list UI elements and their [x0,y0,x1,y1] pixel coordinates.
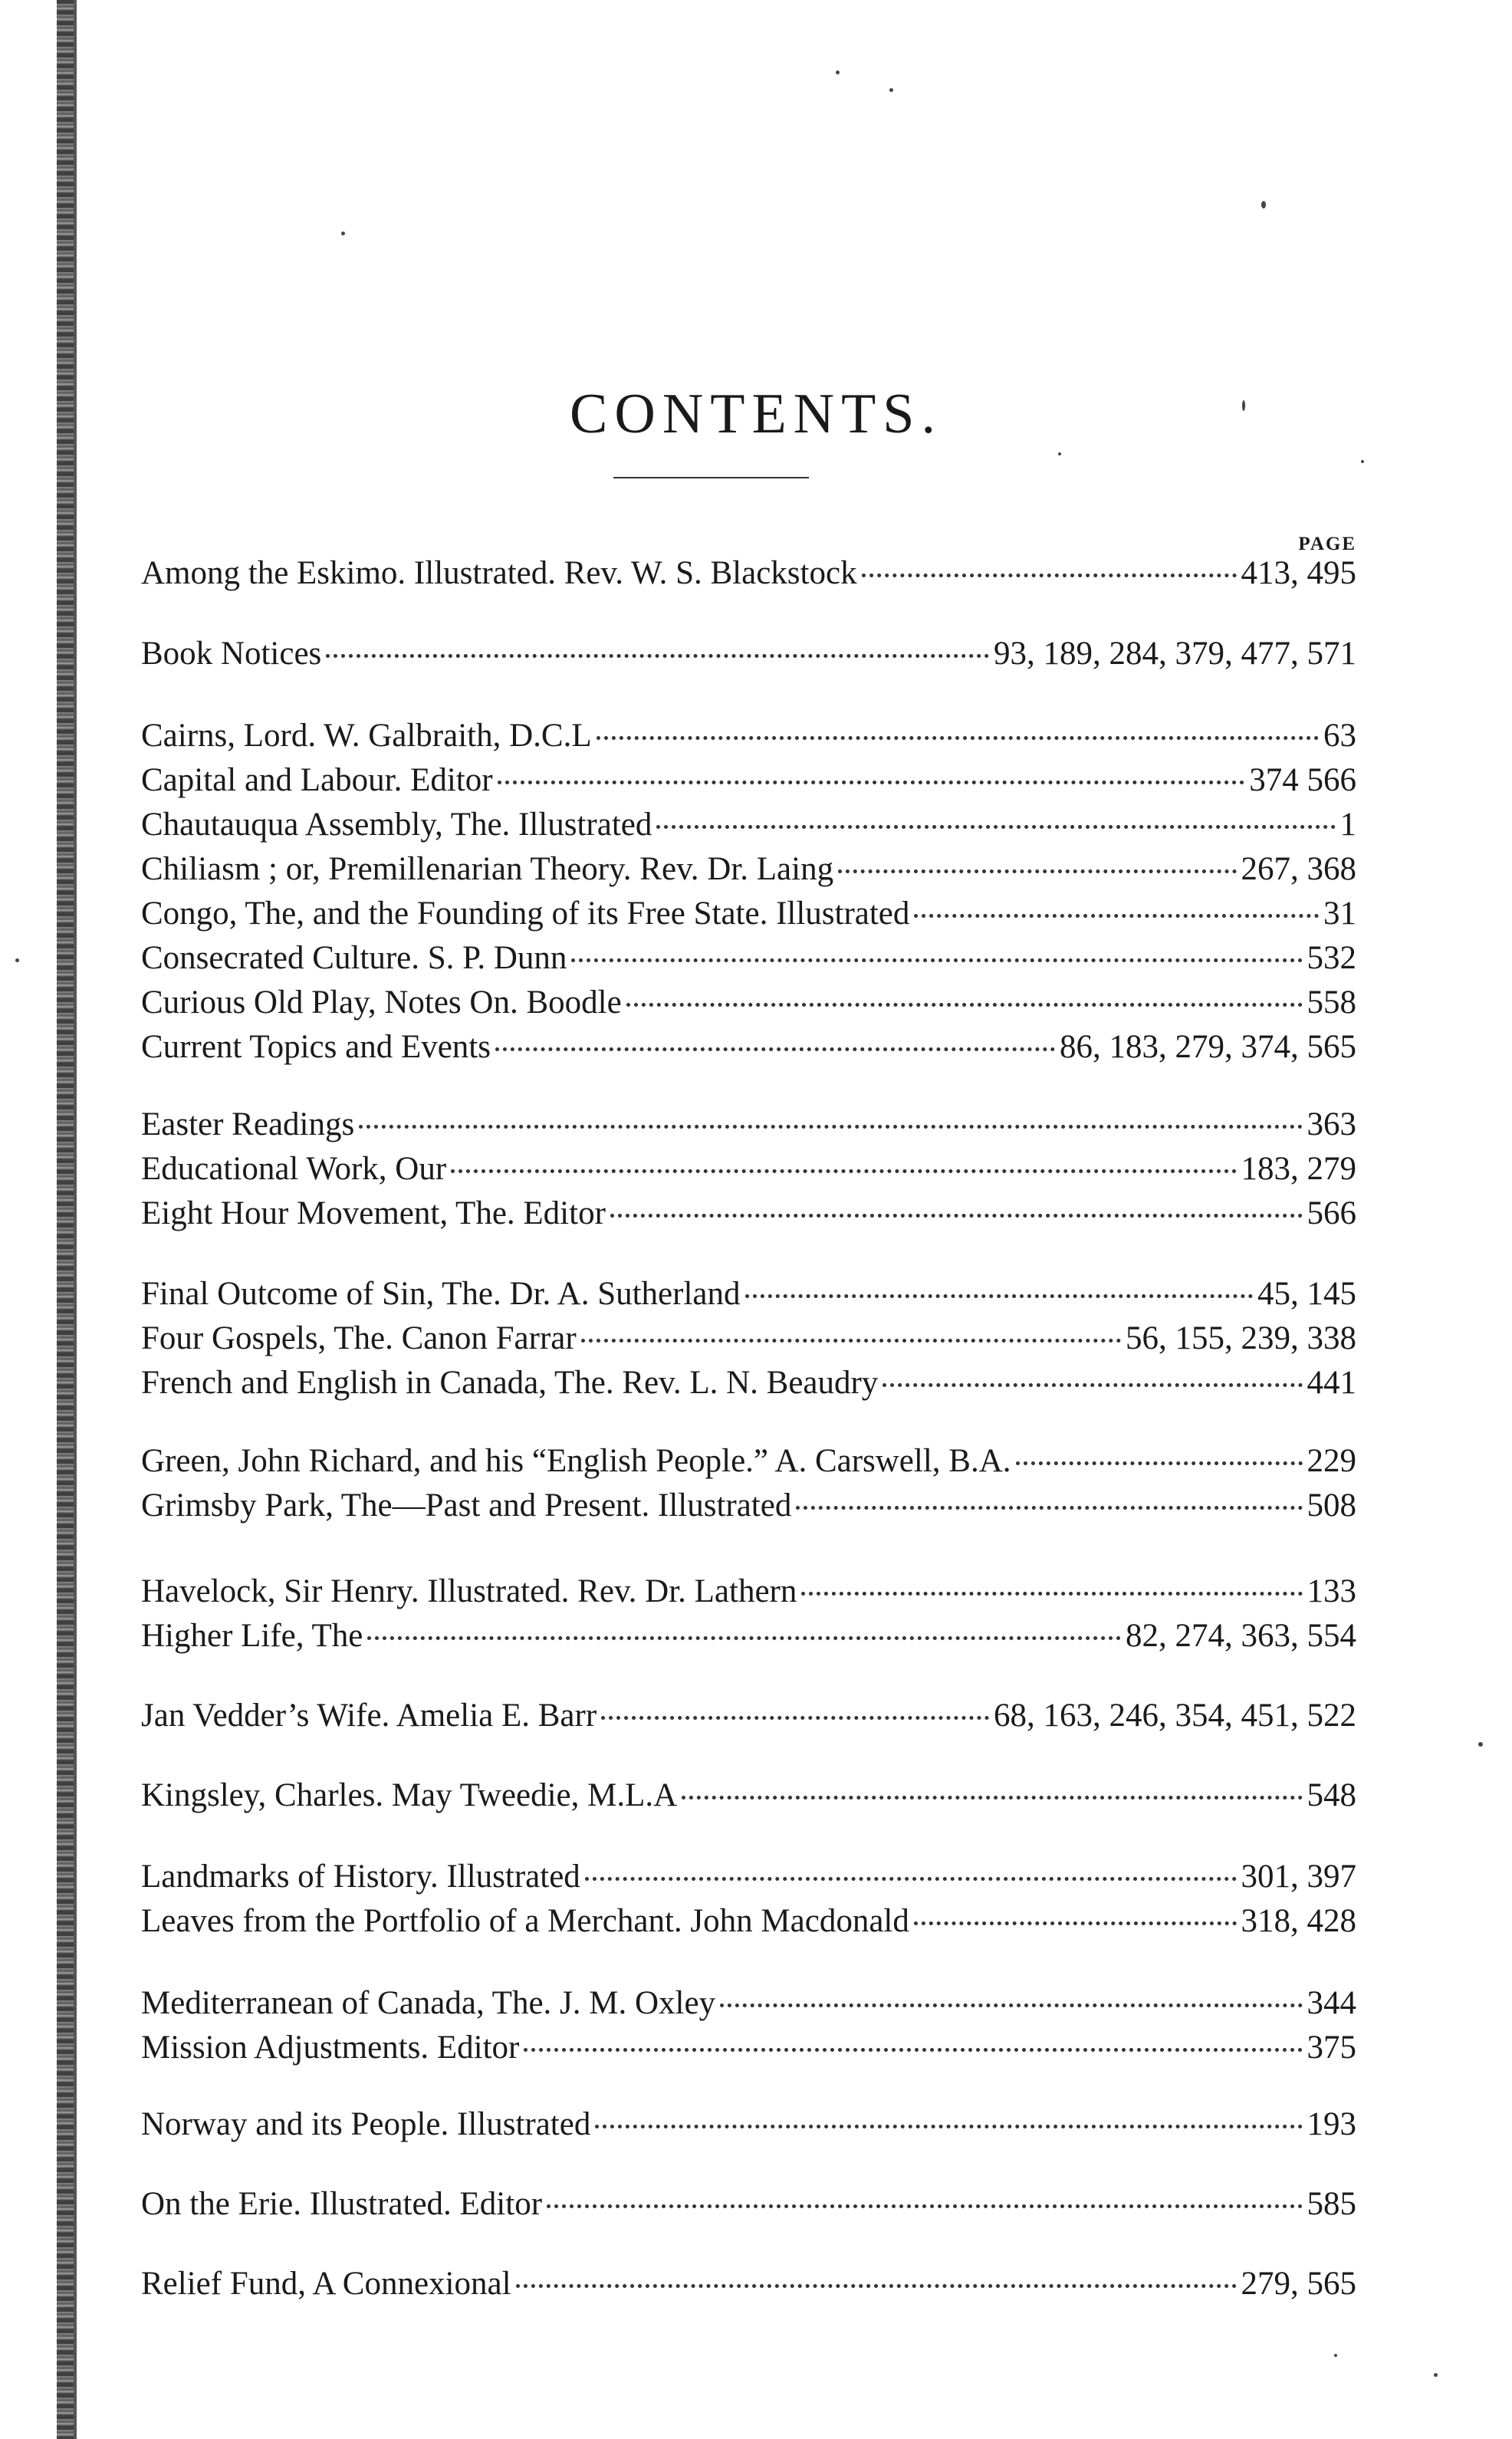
toc-entry [141,1777,1356,1821]
toc-entry [141,1858,1356,1902]
scan-speck [1361,460,1364,463]
leader-dots [838,869,1236,873]
entry-pages: 566 [1307,1195,1356,1231]
toc-entry [141,2185,1356,2230]
toc-entry [141,1364,1356,1409]
toc-group [141,1442,1356,1531]
scan-speck [15,958,19,962]
entry-pages: 548 [1307,1777,1356,1813]
page-title: CONTENTS. [570,382,942,445]
toc-entry [141,1697,1356,1741]
leader-dots [601,1716,989,1720]
toc-entry [141,1320,1356,1364]
entry-title: Grimsby Park, The—Past and Present. Illustrated [141,1487,792,1524]
entry-pages: 413, 495 [1241,555,1356,591]
entry-title: Green, John Richard, and his “English People.” A. Carswell, B.A. [141,1443,1011,1479]
leader-dots [498,781,1245,784]
toc-group [141,2105,1356,2150]
scan-speck [1242,400,1245,411]
entry-pages: 318, 428 [1241,1903,1356,1939]
binding-spine-edge [74,0,77,2439]
leader-dots [547,2204,1302,2208]
entry-pages: 86, 183, 279, 374, 565 [1060,1029,1356,1065]
entry-title: Mission Adjustments. Editor [141,2030,520,2066]
entry-pages: 532 [1307,940,1356,976]
toc-entry [141,1487,1356,1531]
leader-dots [914,914,1319,918]
scan-speck [1058,452,1061,455]
leader-dots [682,1796,1302,1800]
entry-title: Relief Fund, A Connexional [141,2266,511,2302]
leader-dots [524,2048,1302,2052]
toc-entry [141,984,1356,1028]
entry-pages: 1 [1339,807,1356,843]
toc-entry [141,635,1356,679]
toc-entry [141,895,1356,939]
entry-pages: 585 [1307,2186,1356,2222]
leader-dots [581,1339,1121,1343]
entry-title: Mediterranean of Canada, The. J. M. Oxley [141,1985,716,2021]
toc-entry [141,554,1356,599]
toc-group [141,1777,1356,1821]
toc-group [141,1858,1356,1947]
entry-pages: 45, 145 [1257,1276,1356,1312]
entry-pages: 82, 274, 363, 554 [1126,1618,1356,1654]
leader-dots [516,2284,1237,2288]
toc-group [141,1984,1356,2073]
entry-pages: 93, 189, 284, 379, 477, 571 [994,636,1356,672]
leader-dots [914,1921,1237,1925]
entry-pages: 31 [1323,896,1356,932]
entry-title: Capital and Labour. Editor [141,762,493,798]
leader-dots [326,654,989,658]
toc-entry [141,1150,1356,1195]
toc-entry [141,1902,1356,1947]
scan-speck [1478,1742,1483,1747]
leader-dots [745,1294,1254,1298]
entry-pages: 279, 565 [1241,2266,1356,2302]
entry-pages: 344 [1307,1985,1356,2021]
entry-title: Congo, The, and the Founding of its Free State. Illustrated [141,896,910,932]
toc-group [141,554,1356,599]
entry-title: Chautauqua Assembly, The. Illustrated [141,807,652,843]
leader-dots [1016,1461,1303,1465]
entry-pages: 63 [1323,718,1356,754]
leader-dots [571,958,1302,962]
binding-spine [57,0,74,2439]
toc-group [141,1573,1356,1662]
entry-title: Among the Eskimo. Illustrated. Rev. W. S. Blackstock [141,555,857,591]
scan-speck [1434,2373,1438,2377]
leader-dots [862,574,1237,577]
leader-dots [801,1592,1302,1596]
entry-pages: 229 [1307,1443,1356,1479]
scan-speck [889,88,893,92]
entry-title: Four Gospels, The. Canon Farrar [141,1320,577,1356]
entry-title: French and English in Canada, The. Rev. L. N. Beaudry [141,1365,879,1401]
leader-dots [796,1506,1302,1510]
entry-title: Eight Hour Movement, The. Editor [141,1195,606,1231]
entry-pages: 56, 155, 239, 338 [1126,1320,1356,1356]
entry-pages: 374 566 [1249,762,1356,798]
scan-speck [341,232,345,235]
toc-entry [141,761,1356,806]
entry-title: Havelock, Sir Henry. Illustrated. Rev. Dr. Lathern [141,1573,797,1609]
entry-title: Final Outcome of Sin, The. Dr. A. Sutherland [141,1276,741,1312]
leader-dots [359,1125,1302,1129]
leader-dots [720,2003,1302,2007]
scan-speck [1261,201,1266,209]
entry-pages: 558 [1307,984,1356,1021]
leader-dots [883,1383,1302,1387]
toc-group [141,1697,1356,1741]
leader-dots [626,1003,1303,1007]
leader-dots [595,2125,1302,2128]
entry-title: Landmarks of History. Illustrated [141,1859,580,1895]
entry-pages: 267, 368 [1241,851,1356,887]
entry-title: Jan Vedder’s Wife. Amelia E. Barr [141,1698,597,1734]
entry-title: Consecrated Culture. S. P. Dunn [141,940,567,976]
entry-title: Easter Readings [141,1106,355,1142]
entry-pages: 301, 397 [1241,1859,1356,1895]
entry-title: Current Topics and Events [141,1029,491,1065]
scan-speck [836,71,840,74]
entry-title: Kingsley, Charles. May Tweedie, M.L.A [141,1777,678,1813]
entry-title: Book Notices [141,636,322,672]
entry-pages: 363 [1307,1106,1356,1142]
toc-entry [141,1028,1356,1073]
toc-group [141,2185,1356,2230]
toc-entry [141,850,1356,895]
toc-entry [141,1617,1356,1662]
leader-dots [656,825,1335,829]
toc-entry [141,2029,1356,2073]
leader-dots [610,1214,1303,1218]
toc-entry [141,717,1356,761]
toc-entry [141,1106,1356,1150]
entry-pages: 441 [1307,1365,1356,1401]
toc-entry [141,806,1356,850]
toc-group [141,635,1356,679]
toc-entry [141,2105,1356,2150]
toc-entry [141,1442,1356,1487]
toc-entry [141,939,1356,984]
leader-dots [495,1047,1055,1051]
entry-title: Educational Work, Our [141,1151,447,1187]
entry-pages: 508 [1307,1487,1356,1524]
entry-title: Norway and its People. Illustrated [141,2106,591,2142]
toc-entry [141,1573,1356,1617]
entry-pages: 375 [1307,2030,1356,2066]
entry-pages: 133 [1307,1573,1356,1609]
toc-group [141,2265,1356,2309]
scan-speck [1334,2354,1337,2357]
toc-group [141,1275,1356,1409]
toc-entry [141,1275,1356,1320]
entry-title: On the Erie. Illustrated. Editor [141,2186,543,2222]
leader-dots [451,1169,1236,1173]
toc-entry [141,1984,1356,2029]
entry-title: Higher Life, The [141,1618,363,1654]
entry-title: Leaves from the Portfolio of a Merchant. John Macdonald [141,1903,909,1939]
toc-entry [141,2265,1356,2309]
leader-dots [367,1636,1121,1640]
entry-title: Curious Old Play, Notes On. Boodle [141,984,622,1021]
toc-group [141,1106,1356,1239]
entry-pages: 193 [1307,2106,1356,2142]
entry-pages: 68, 163, 246, 354, 451, 522 [994,1698,1356,1734]
leader-dots [597,736,1319,740]
entry-pages: 183, 279 [1241,1151,1356,1187]
entry-title: Chiliasm ; or, Premillenarian Theory. Rev. Dr. Laing [141,851,834,887]
page-column-heading: PAGE [1298,534,1356,554]
entry-title: Cairns, Lord. W. Galbraith, D.C.L [141,718,592,754]
toc-entry [141,1195,1356,1239]
title-rule [613,477,809,478]
toc-group [141,717,1356,1073]
leader-dots [585,1877,1237,1881]
